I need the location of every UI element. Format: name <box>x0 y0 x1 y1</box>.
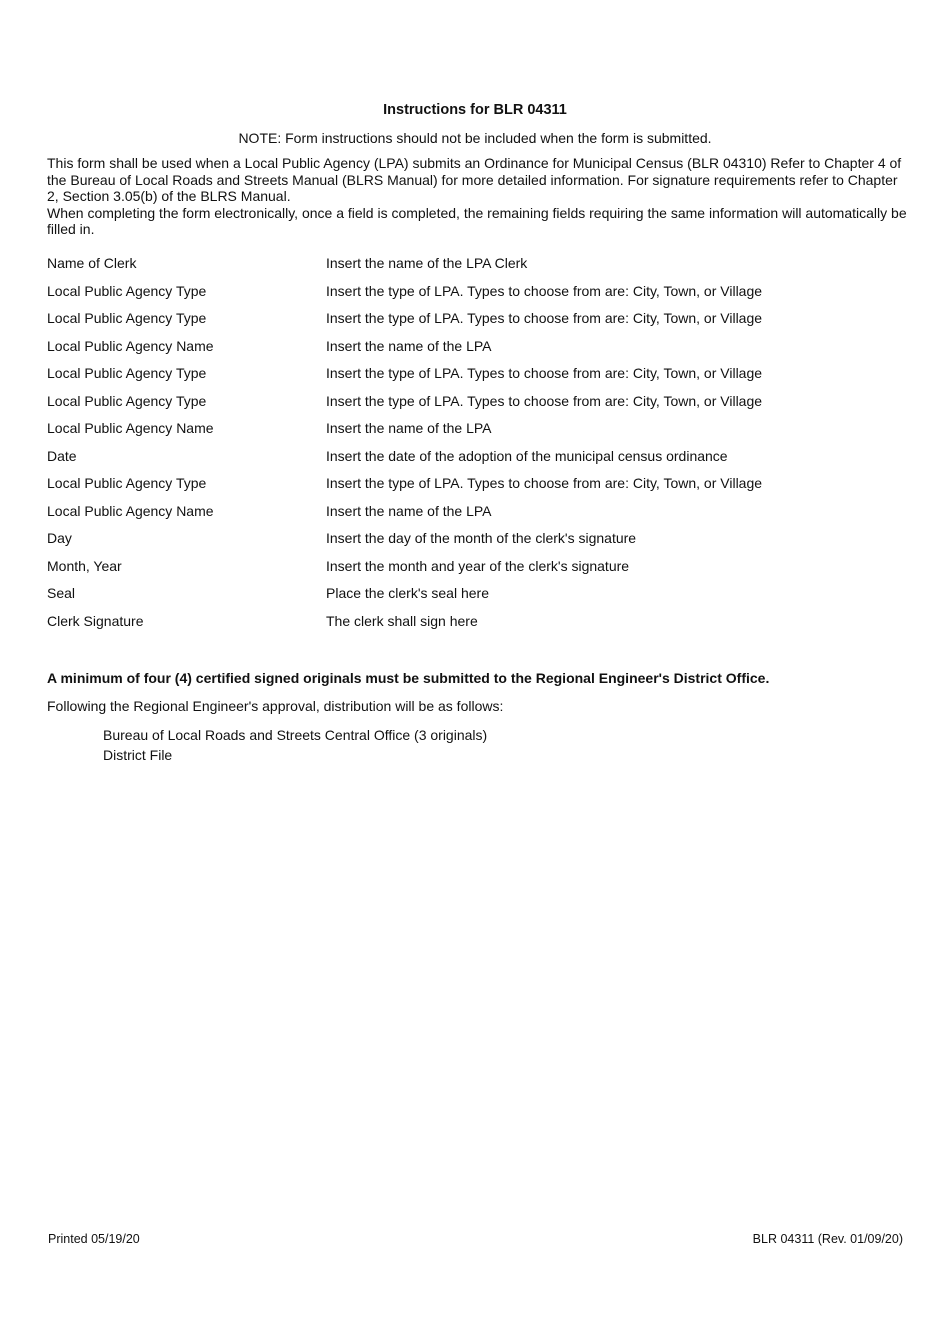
field-description: The clerk shall sign here <box>326 612 478 629</box>
originals-requirement: A minimum of four (4) certified signed originals must be submitted to the Regional Engineer's District Office. <box>47 670 770 686</box>
field-row <box>47 585 907 613</box>
field-row <box>47 420 907 448</box>
field-row <box>47 310 907 338</box>
intro-paragraph-autofill: When completing the form electronically, once a field is completed, the remaining fields requiring the same information will automatically be filled in. <box>47 204 907 237</box>
field-description: Insert the name of the LPA Clerk <box>326 255 528 271</box>
field-description: Insert the date of the adoption of the municipal census ordinance <box>326 447 728 464</box>
field-row <box>47 503 907 531</box>
field-description: Insert the type of LPA. Types to choose from are: City, Town, or Village <box>326 392 763 409</box>
field-name: Clerk Signature <box>47 612 144 629</box>
field-name: Name of Clerk <box>47 255 137 271</box>
field-description: Insert the type of LPA. Types to choose from are: City, Town, or Village <box>326 282 763 299</box>
field-description: Place the clerk's seal here <box>326 585 489 601</box>
field-row <box>47 393 907 421</box>
field-row <box>47 255 907 283</box>
intro-paragraph-usage: This form shall be used when a Local Public Agency (LPA) submits an Ordinance for Municipal Census (BLR 04310) Refer to Chapter 4 of the Bureau of Local Roads and Streets Manual (BLRS Manual) for more detailed information. For signature requirements refer to Chapter 2, Section 3.05(b) of the BLRS Manual. <box>47 155 902 204</box>
field-row <box>47 283 907 311</box>
field-row <box>47 558 907 586</box>
submission-note: NOTE: Form instructions should not be included when the form is submitted. <box>238 130 712 146</box>
document-title: Instructions for BLR 04311 <box>383 102 567 118</box>
field-name: Date <box>47 447 77 464</box>
field-name: Local Public Agency Type <box>47 282 207 299</box>
distribution-item-central-office: Bureau of Local Roads and Streets Central Office (3 originals) <box>103 727 488 743</box>
field-row <box>47 530 907 558</box>
field-row <box>47 365 907 393</box>
distribution-item-district-file: District File <box>103 747 173 763</box>
field-row <box>47 475 907 503</box>
field-name: Local Public Agency Name <box>47 420 214 436</box>
printed-date: Printed 05/19/20 <box>48 1232 140 1246</box>
field-name: Month, Year <box>47 557 122 574</box>
field-name: Day <box>47 530 72 546</box>
distribution-list <box>103 725 803 765</box>
field-name: Local Public Agency Name <box>47 337 214 354</box>
field-name: Local Public Agency Type <box>47 365 207 381</box>
field-description: Insert the name of the LPA <box>326 502 492 519</box>
intro-text <box>47 155 907 238</box>
field-instructions-list <box>47 255 907 640</box>
field-description: Insert the day of the month of the clerk's signature <box>326 530 637 546</box>
distribution-intro: Following the Regional Engineer's approval, distribution will be as follows: <box>47 698 504 714</box>
field-description: Insert the type of LPA. Types to choose from are: City, Town, or Village <box>326 475 763 491</box>
field-description: Insert the month and year of the clerk's signature <box>326 557 630 574</box>
field-row <box>47 613 907 641</box>
field-name: Local Public Agency Type <box>47 475 207 491</box>
field-row <box>47 338 907 366</box>
field-description: Insert the type of LPA. Types to choose from are: City, Town, or Village <box>326 310 763 326</box>
field-description: Insert the type of LPA. Types to choose from are: City, Town, or Village <box>326 365 763 381</box>
field-row <box>47 448 907 476</box>
field-description: Insert the name of the LPA <box>326 420 492 436</box>
form-revision-id: BLR 04311 (Rev. 01/09/20) <box>752 1232 903 1246</box>
field-name: Local Public Agency Name <box>47 502 214 519</box>
field-name: Seal <box>47 585 76 601</box>
field-name: Local Public Agency Type <box>47 310 207 326</box>
field-name: Local Public Agency Type <box>47 392 207 409</box>
field-description: Insert the name of the LPA <box>326 337 492 354</box>
